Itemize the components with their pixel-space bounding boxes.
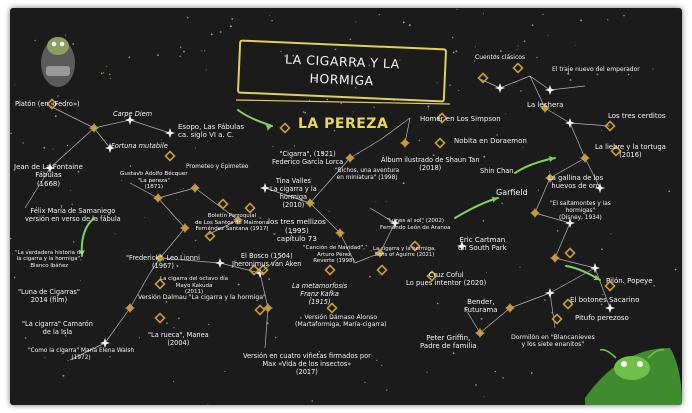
speckle-dot (379, 274, 380, 275)
label-popeye: Pilón. Popeye (606, 277, 653, 285)
speckle-dot (403, 182, 405, 184)
speckle-dot (381, 365, 382, 366)
speckle-dot (57, 95, 58, 96)
speckle-dot (371, 250, 372, 251)
label-homer: Homer en Los Simpson (420, 115, 501, 123)
speckle-dot (523, 147, 524, 148)
speckle-dot (353, 111, 354, 112)
label-walsh: "Como la cigarra" María Elena Walsh (1972) (28, 348, 135, 361)
diamond-node-icon (166, 152, 175, 161)
star-icon (215, 258, 225, 268)
speckle-dot (668, 190, 670, 192)
label-garfield: Garfield (496, 188, 528, 197)
diamond-node-icon (566, 249, 575, 258)
speckle-dot (517, 49, 518, 50)
speckle-dot (329, 211, 330, 212)
speckle-dot (437, 303, 439, 305)
star-icon (590, 263, 600, 273)
constellation-line (500, 76, 530, 88)
speckle-dot (10, 133, 12, 135)
speckle-dot (327, 99, 329, 101)
constellation-line (510, 293, 550, 308)
label-dalmau: Versión Dalmau "La cigarra y la hormiga" (138, 294, 266, 301)
map-title: LA CIGARRA Y LA HORMIGA (284, 51, 401, 89)
speckle-dot (531, 372, 533, 374)
constellation-line (50, 106, 94, 128)
constellation-line (405, 118, 410, 143)
speckle-dot (364, 382, 365, 383)
speckle-dot (109, 74, 110, 75)
speckle-dot (542, 14, 543, 15)
square-node-icon (191, 184, 199, 192)
speckle-dot (65, 35, 66, 36)
constellation-line (555, 223, 570, 258)
speckle-dot (340, 103, 342, 105)
label-pitufo: Pitufo perezoso (575, 314, 629, 322)
speckle-dot (183, 51, 185, 53)
speckle-dot (268, 278, 270, 280)
speckle-dot (173, 327, 174, 328)
speckle-dot (70, 190, 71, 191)
square-node-icon (581, 154, 589, 162)
constellation-line (550, 86, 585, 90)
label-platon: Platón (en «Fedro») (15, 100, 80, 108)
speckle-dot (536, 57, 537, 58)
speckle-dot (386, 389, 387, 390)
constellation-line (350, 140, 380, 158)
square-node-icon (531, 209, 539, 217)
speckle-dot (269, 15, 270, 16)
label-esopo: Esopo, Las Fábulas ca. siglo VI a. C. (178, 123, 245, 140)
speckle-dot (654, 285, 655, 286)
label-cuatro-vinetas: Versión en cuatro viñetas firmados por Max «Vida de los insectos» (2017) (243, 352, 371, 376)
star-icon (545, 85, 555, 95)
speckle-dot (180, 46, 182, 48)
speckle-dot (230, 25, 232, 27)
label-shin-chan: Shin Chan (480, 167, 514, 175)
speckle-dot (43, 147, 45, 149)
speckle-dot (115, 233, 116, 234)
label-cigarra-octavo: La cigarra del octavo día Mayo Kakuda (2011) (160, 276, 228, 296)
speckle-dot (527, 297, 528, 298)
speckle-dot (350, 38, 352, 40)
green-arrow-icon (515, 158, 555, 173)
constellation-line (105, 308, 130, 343)
label-dormilon: Dormilón en "Blancanieves y los siete enanitos" (511, 334, 595, 349)
label-shaun-tan: Álbum ilustrado de Shaun Tan (2018) (381, 156, 480, 172)
speckle-dot (475, 384, 477, 386)
mascot-eye-icon (60, 42, 65, 47)
label-prometeo: Prometeo y Epimeteo (186, 164, 249, 170)
label-peter-griffin: Peter Griffin, Padre de familia (420, 334, 477, 351)
speckle-dot (484, 396, 485, 397)
label-cruz-cofuli: Cruz Coful Lo pues intentor (2020) (406, 271, 487, 288)
speckle-dot (601, 248, 603, 250)
speckle-dot (495, 371, 496, 372)
speckle-dot (12, 254, 13, 255)
label-fortuna: Fortuna mutabile (111, 142, 168, 150)
speckle-dot (166, 322, 168, 324)
square-node-icon (401, 139, 409, 147)
speckle-dot (275, 337, 276, 338)
speckle-dot (501, 203, 503, 205)
label-lechera: La lechera (527, 101, 564, 109)
label-el-bosco: El Bosco (1504) Jheronimus van Aken (232, 252, 302, 268)
speckle-dot (453, 52, 455, 54)
speckle-dot (71, 204, 72, 205)
label-sons-aguirre: La cigarra y la hormiga. Sons of Aguirre (2021) (373, 246, 436, 259)
speckle-dot (176, 199, 177, 200)
label-rueca: "La rueca", Manea (2004) (148, 331, 209, 347)
label-tres-cerditos: Los tres cerditos (608, 112, 666, 120)
speckle-dot (520, 90, 522, 92)
speckle-dot (486, 272, 487, 273)
square-node-icon (506, 304, 514, 312)
speckle-dot (34, 40, 35, 41)
constellation-line (570, 123, 610, 126)
constellation-line (50, 128, 94, 168)
speckle-dot (67, 145, 69, 147)
speckle-dot (110, 78, 111, 79)
speckle-dot (366, 245, 367, 246)
speckle-dot (475, 46, 476, 47)
diamond-node-icon (436, 139, 445, 148)
speckle-dot (220, 31, 222, 33)
speckle-dot (22, 142, 23, 143)
constellation-line (555, 258, 595, 268)
diamond-node-icon (256, 306, 265, 315)
speckle-dot (224, 371, 225, 372)
speckle-dot (452, 37, 454, 39)
speckle-dot (355, 21, 356, 22)
speckle-dot (675, 269, 677, 271)
speckle-dot (103, 72, 104, 73)
label-navidad: "Canción de Navidad", Arturo Pérez Reverte (1998) (303, 245, 365, 265)
speckle-dot (623, 15, 625, 17)
label-bender: Bender, Futurama (464, 298, 498, 315)
speckle-dot (208, 324, 209, 325)
constellation-line (570, 123, 585, 158)
star-icon (260, 183, 270, 193)
speckle-dot (652, 68, 653, 69)
star-icon (495, 83, 505, 93)
speckle-dot (375, 201, 376, 202)
constellation-line (478, 78, 500, 88)
label-la-fontaine: Jean de La Fontaine Fábulas (1668) (14, 163, 83, 188)
speckle-dot (428, 109, 429, 110)
speckle-dot (449, 84, 451, 86)
speckle-dot (187, 17, 189, 19)
speckle-dot (483, 156, 485, 158)
speckle-dot (427, 106, 429, 108)
diamond-node-icon (219, 200, 228, 209)
speckle-dot (505, 114, 506, 115)
constellation-line (130, 120, 170, 133)
speckle-dot (597, 74, 599, 76)
diamond-node-icon (281, 124, 290, 133)
label-lunes-sol: "Lunes al sol" (2002) Fernando León de Aranoa (380, 218, 451, 231)
speckle-dot (538, 190, 539, 191)
speckle-dot (195, 148, 196, 149)
speckle-dot (207, 141, 208, 142)
speckle-dot (178, 317, 180, 319)
diamond-node-icon (326, 266, 335, 275)
label-liebre-tortuga: La liebre y la tortuga (2016) (595, 143, 666, 160)
label-verdadera-historia: "La verdadera historia de la cigarra y la hormiga", Blanco Ibáñez (15, 250, 84, 269)
speckle-dot (179, 56, 180, 57)
speckle-dot (53, 149, 54, 150)
cicada-eye-icon (637, 361, 643, 367)
mascot-belt (46, 66, 70, 76)
speckle-dot (204, 50, 205, 51)
star-icon (165, 128, 175, 138)
diamond-node-icon (206, 232, 215, 241)
speckle-dot (309, 100, 310, 101)
label-kafka: La metamorfosis Franz Kafka (1915) (292, 282, 348, 306)
label-tina-valles: Tina Valles La cigarra y la hormiga (2010) (270, 177, 317, 209)
speckle-dot (272, 146, 273, 147)
speckle-dot (610, 233, 611, 234)
speckle-dot (271, 20, 273, 22)
speckle-dot (144, 217, 145, 218)
label-lorca: "Cigarra", (1921) Federico García Lorca (272, 150, 344, 166)
speckle-dot (106, 66, 107, 67)
constellation-line (265, 308, 268, 348)
speckle-dot (161, 139, 162, 140)
label-carpe-diem: Carpe Diem (113, 110, 153, 118)
cicada-eye-icon (621, 361, 627, 367)
label-bichos: "Bichos, una aventura en miniatura" (1998) (335, 168, 400, 181)
speckle-dot (206, 69, 207, 70)
speckle-dot (311, 400, 313, 402)
speckle-dot (519, 267, 520, 268)
constellation-line (158, 198, 185, 228)
speckle-dot (386, 201, 387, 202)
concept-map-board (10, 8, 682, 405)
speckle-dot (549, 171, 550, 172)
label-gallina: La gallina de los huevos de oro (548, 174, 604, 191)
speckle-dot (607, 19, 608, 20)
speckle-dot (518, 45, 519, 46)
speckle-dot (419, 140, 420, 141)
speckle-dot (379, 14, 380, 15)
speckle-dot (130, 165, 132, 167)
label-damaso: Versión Dámaso Alonso (Martaformiga, María-cigarra) (295, 314, 387, 329)
speckle-dot (557, 230, 559, 232)
speckle-dot (101, 73, 103, 75)
map-subtitle: LA PEREZA (298, 116, 389, 132)
star-icon (100, 338, 110, 348)
speckle-dot (304, 112, 306, 114)
diamond-node-icon (156, 314, 165, 323)
green-arrow-icon (455, 198, 498, 218)
speckle-dot (201, 50, 202, 51)
speckle-dot (173, 381, 174, 382)
speckle-dot (63, 375, 65, 377)
label-cuentos-clasicos: Cuentos clásicos (475, 54, 526, 61)
speckle-dot (195, 240, 197, 242)
speckle-dot (502, 377, 504, 379)
label-leo-lionni: "Frederick", Leo Lionni (1967) (126, 254, 200, 270)
speckle-dot (601, 130, 602, 131)
speckle-dot (394, 100, 395, 101)
speckle-dot (496, 134, 497, 135)
mascot-head (47, 37, 69, 55)
speckle-dot (139, 337, 140, 338)
title-box (237, 39, 447, 102)
speckle-dot (403, 21, 405, 23)
constellation-line (130, 273, 150, 308)
label-saltamontes: "El saltamontes y las hormigas" (Disney, 1934) (550, 201, 611, 221)
speckle-dot (548, 35, 549, 36)
speckle-dot (14, 277, 16, 279)
speckle-dot (10, 238, 11, 239)
label-becquer: Gustavo Adolfo Bécquer "La pereza" (1871) (120, 171, 188, 191)
label-samaniego: Félix María de Samaniego versión en verso de la fábula (25, 207, 121, 223)
square-node-icon (476, 329, 484, 337)
star-icon (565, 118, 575, 128)
mascot-eye-icon (52, 42, 57, 47)
speckle-dot (55, 115, 57, 117)
diamond-node-icon (378, 266, 387, 275)
cicada-body (614, 356, 650, 380)
speckle-dot (72, 43, 74, 45)
speckle-dot (294, 145, 295, 146)
speckle-dot (376, 360, 377, 361)
speckle-dot (238, 284, 240, 286)
speckle-dot (455, 50, 457, 52)
star-icon (605, 303, 615, 313)
speckle-dot (524, 40, 526, 42)
label-mellizos: los tres mellizos (1995) capítulo 73 (268, 217, 326, 244)
speckle-dot (532, 24, 534, 26)
speckle-dot (483, 13, 484, 14)
speckle-dot (544, 299, 546, 301)
constellation-line (94, 120, 130, 128)
label-luna-cigarras: "Luna de Cigarras" 2014 (film) (18, 288, 80, 304)
speckle-dot (80, 280, 81, 281)
speckle-dot (453, 352, 455, 354)
speckle-dot (481, 318, 483, 320)
diamond-node-icon (514, 64, 523, 73)
constellation-line (260, 273, 268, 308)
constellation-line (550, 268, 595, 293)
label-cartman: Eric Cartman en South Park (458, 236, 507, 253)
speckle-dot (483, 220, 485, 222)
speckle-dot (456, 9, 457, 10)
speckle-dot (211, 33, 213, 35)
label-nobita: Nobita en Doraemon (454, 137, 527, 145)
label-traje-nuevo: El traje nuevo del emperador (552, 66, 640, 73)
speckle-dot (580, 19, 582, 21)
speckle-dot (369, 276, 371, 278)
speckle-dot (157, 54, 159, 56)
speckle-dot (207, 404, 208, 405)
speckle-dot (231, 18, 233, 20)
speckle-dot (587, 328, 588, 329)
speckle-dot (25, 337, 27, 339)
speckle-dot (303, 111, 305, 113)
constellation-line (545, 108, 570, 123)
label-boletin: Boletín Parroquial de Los Santos de Maimona Fernández Santana (1917) (195, 213, 269, 233)
diamond-node-icon (246, 204, 255, 213)
constellation-line (94, 128, 110, 148)
star-icon (545, 288, 555, 298)
speckle-dot (409, 24, 411, 26)
speckle-dot (500, 50, 502, 52)
speckle-dot (129, 57, 131, 59)
speckle-dot (628, 74, 629, 75)
square-node-icon (551, 254, 559, 262)
speckle-dot (73, 241, 74, 242)
speckle-dot (373, 107, 374, 108)
constellation-line (550, 293, 555, 328)
square-node-icon (126, 304, 134, 312)
diamond-node-icon (479, 74, 488, 83)
speckle-dot (458, 90, 459, 91)
speckle-dot (14, 85, 15, 86)
speckle-dot (426, 372, 427, 373)
square-node-icon (264, 304, 272, 312)
speckle-dot (570, 79, 572, 81)
speckle-dot (575, 45, 576, 46)
label-sacarino: El botones Sacarino (570, 296, 640, 304)
label-camaron: "La cigarra" Camarón de la Isla (22, 320, 93, 336)
